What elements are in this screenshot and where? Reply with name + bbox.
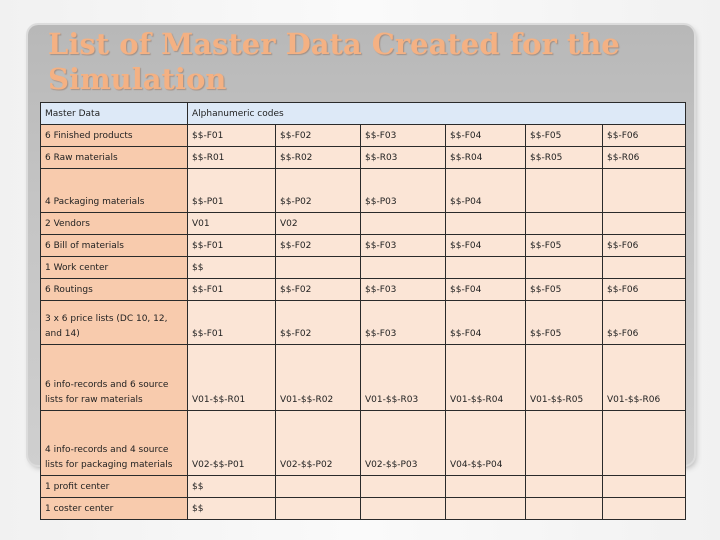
code-cell: $$-F03 [361, 301, 446, 345]
code-cell: $$-F01 [188, 125, 276, 147]
code-cell: V02-$$-P02 [276, 411, 361, 476]
code-cell: $$-F01 [188, 235, 276, 257]
code-cell: V04-$$-P04 [446, 411, 526, 476]
code-cell: $$-F03 [361, 235, 446, 257]
code-cell: V01-$$-R06 [603, 345, 686, 411]
master-data-label: 6 Bill of materials [41, 235, 188, 257]
code-cell [276, 476, 361, 498]
code-cell: $$ [188, 476, 276, 498]
master-data-label: 2 Vendors [41, 213, 188, 235]
code-cell: $$-F05 [526, 279, 603, 301]
code-cell [446, 476, 526, 498]
code-cell: $$-F02 [276, 301, 361, 345]
code-cell: $$ [188, 257, 276, 279]
master-data-label: 1 profit center [41, 476, 188, 498]
master-data-label: 6 info-records and 6 source lists for raw materials [41, 345, 188, 411]
code-cell: $$-P03 [361, 169, 446, 213]
code-cell [526, 213, 603, 235]
code-cell [526, 257, 603, 279]
code-cell: $$-F06 [603, 235, 686, 257]
code-cell: $$-F02 [276, 279, 361, 301]
code-cell: $$-F02 [276, 125, 361, 147]
code-cell: $$-F04 [446, 301, 526, 345]
master-data-label: 4 Packaging materials [41, 169, 188, 213]
table-row [41, 147, 686, 169]
code-cell: $$-F06 [603, 279, 686, 301]
code-cell: $$ [188, 498, 276, 520]
code-cell: $$-F01 [188, 301, 276, 345]
table-row [41, 235, 686, 257]
table-row [41, 498, 686, 520]
code-cell [276, 498, 361, 520]
column-header-alphanumeric-codes: Alphanumeric codes [188, 103, 686, 125]
table-row [41, 345, 686, 411]
code-cell [276, 257, 361, 279]
code-cell [603, 169, 686, 213]
code-cell: $$-R03 [361, 147, 446, 169]
code-cell: V01 [188, 213, 276, 235]
code-cell: V01-$$-R01 [188, 345, 276, 411]
code-cell [603, 498, 686, 520]
master-data-label: 6 Finished products [41, 125, 188, 147]
master-data-table [40, 102, 686, 520]
master-data-label: 4 info-records and 4 source lists for packaging materials [41, 411, 188, 476]
code-cell [603, 411, 686, 476]
code-cell: $$-F06 [603, 301, 686, 345]
code-cell: $$-R06 [603, 147, 686, 169]
code-cell: $$-R01 [188, 147, 276, 169]
code-cell: $$-F05 [526, 301, 603, 345]
code-cell: $$-F04 [446, 235, 526, 257]
code-cell [446, 498, 526, 520]
code-cell: $$-R05 [526, 147, 603, 169]
code-cell: V01-$$-R05 [526, 345, 603, 411]
code-cell: $$-R02 [276, 147, 361, 169]
column-header-master-data: Master Data [41, 103, 188, 125]
code-cell: $$-F03 [361, 279, 446, 301]
code-cell [526, 411, 603, 476]
master-data-label: 1 Work center [41, 257, 188, 279]
code-cell [526, 476, 603, 498]
code-cell [603, 476, 686, 498]
table-row [41, 476, 686, 498]
code-cell: $$-F04 [446, 279, 526, 301]
code-cell [361, 213, 446, 235]
code-cell: $$-P02 [276, 169, 361, 213]
code-cell: V02-$$-P01 [188, 411, 276, 476]
code-cell: V01-$$-R03 [361, 345, 446, 411]
code-cell [526, 169, 603, 213]
table-row [41, 213, 686, 235]
master-data-label: 3 x 6 price lists (DC 10, 12, and 14) [41, 301, 188, 345]
code-cell [361, 257, 446, 279]
table-row [41, 301, 686, 345]
code-cell: $$-F02 [276, 235, 361, 257]
code-cell: $$-F05 [526, 125, 603, 147]
master-data-label: 6 Raw materials [41, 147, 188, 169]
code-cell: V01-$$-R02 [276, 345, 361, 411]
code-cell: $$-F04 [446, 125, 526, 147]
code-cell [603, 213, 686, 235]
code-cell: $$-R04 [446, 147, 526, 169]
code-cell [526, 498, 603, 520]
table-header-row [41, 103, 686, 125]
code-cell [361, 498, 446, 520]
code-cell: $$-F05 [526, 235, 603, 257]
master-data-label: 1 coster center [41, 498, 188, 520]
code-cell [446, 257, 526, 279]
code-cell: $$-F06 [603, 125, 686, 147]
code-cell [361, 476, 446, 498]
code-cell: V01-$$-R04 [446, 345, 526, 411]
slide-title: List of Master Data Created for the Simulation [48, 27, 620, 96]
master-data-label: 6 Routings [41, 279, 188, 301]
table-row [41, 257, 686, 279]
table-row [41, 169, 686, 213]
code-cell: $$-F03 [361, 125, 446, 147]
table-row [41, 125, 686, 147]
code-cell: $$-F01 [188, 279, 276, 301]
code-cell [603, 257, 686, 279]
code-cell: $$-P01 [188, 169, 276, 213]
code-cell: V02 [276, 213, 361, 235]
table-body [41, 103, 686, 520]
table-row [41, 279, 686, 301]
code-cell: V02-$$-P03 [361, 411, 446, 476]
code-cell: $$-P04 [446, 169, 526, 213]
table-row [41, 411, 686, 476]
code-cell [446, 213, 526, 235]
